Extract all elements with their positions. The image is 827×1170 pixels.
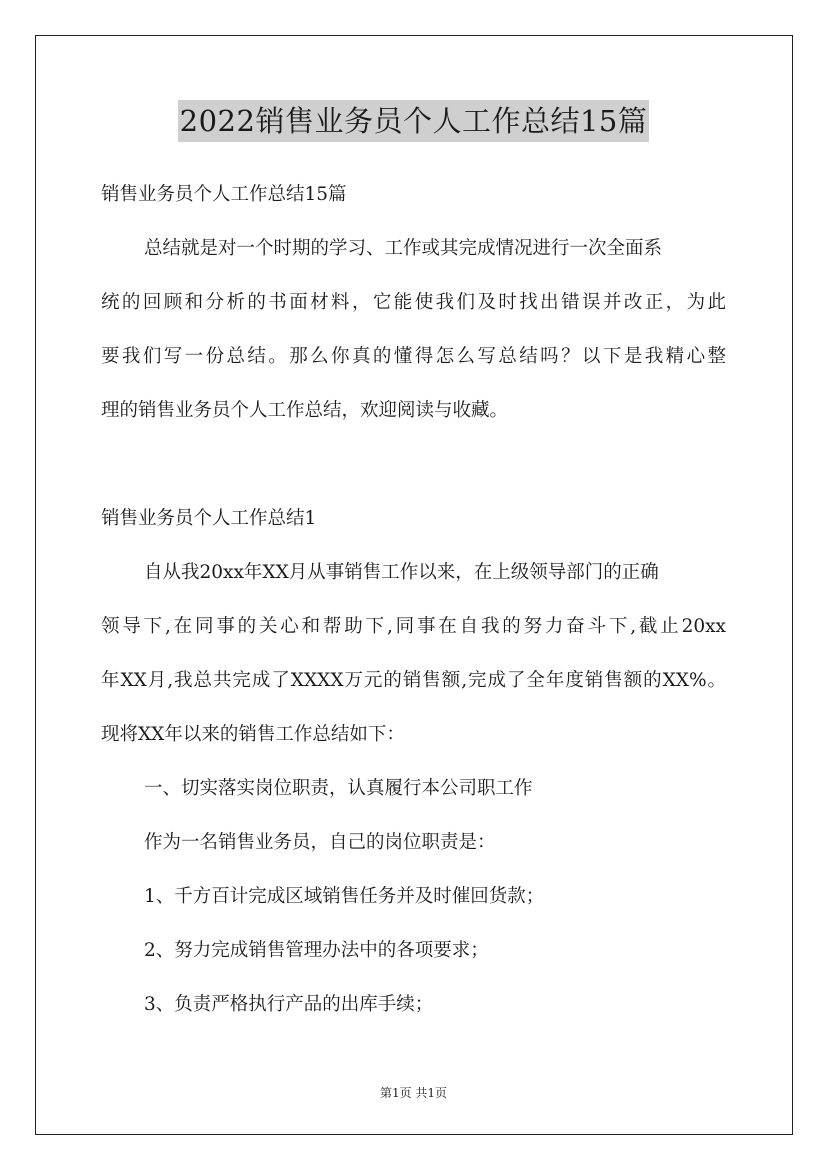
- intro-line-4: 理的销售业务员个人工作总结，欢迎阅读与收藏。: [101, 400, 509, 421]
- title-wrap: [0, 100, 827, 142]
- section-para-line-3: 年XX月,我总共完成了XXXX万元的销售额,完成了全年度销售额的XX%。: [101, 670, 726, 691]
- duty-intro: 作为一名销售业务员，自己的岗位职责是：: [144, 832, 496, 853]
- duty-item: 2、努力完成销售管理办法中的各项要求；: [144, 940, 489, 961]
- intro-line-1: 总结就是对一个时期的学习、工作或其完成情况进行一次全面系: [144, 238, 663, 259]
- section-para-line-1: 自从我20xx年XX月从事销售工作以来，在上级领导部门的正确: [144, 562, 659, 583]
- point-heading: 一、切实落实岗位职责，认真履行本公司职工作: [144, 778, 533, 799]
- document-subtitle: 销售业务员个人工作总结15篇: [101, 184, 347, 205]
- section-heading: 销售业务员个人工作总结1: [101, 508, 317, 529]
- intro-line-2: 统的回顾和分析的书面材料，它能使我们及时找出错误并改正，为此: [101, 292, 726, 313]
- intro-line-3: 要我们写一份总结。那么你真的懂得怎么写总结吗？以下是我精心整: [101, 346, 726, 367]
- page-footer: 第1页 共1页: [379, 1086, 448, 1100]
- document-title: 2022销售业务员个人工作总结15篇: [178, 100, 650, 142]
- duty-item: 3、负责严格执行产品的出库手续；: [144, 994, 434, 1015]
- duty-item: 1、千方百计完成区域销售任务并及时催回货款；: [144, 886, 545, 907]
- section-para-line-4: 现将XX年以来的销售工作总结如下：: [101, 724, 405, 745]
- section-para-line-2: 领导下,在同事的关心和帮助下,同事在自我的努力奋斗下,截止20xx: [101, 616, 726, 637]
